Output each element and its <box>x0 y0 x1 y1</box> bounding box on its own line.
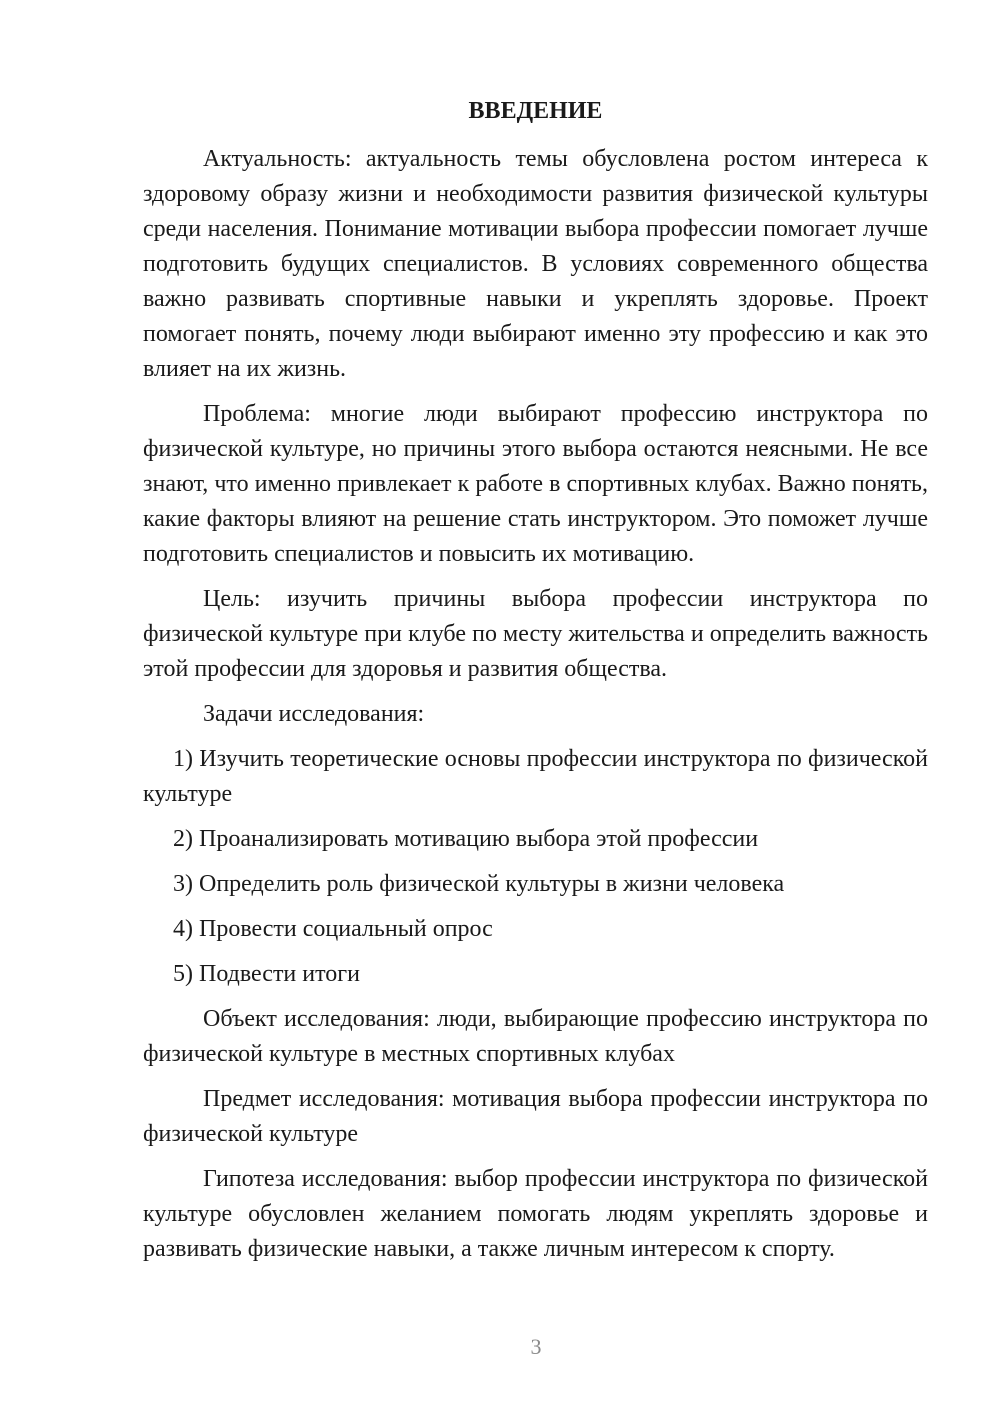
subject-paragraph: Предмет исследования: мотивация выбора профессии инструктора по физической культуре <box>143 1086 928 1147</box>
object-paragraph: Объект исследования: люди, выбирающие профессию инструктора по физической культуре в местных спортивных клубах <box>143 1006 928 1067</box>
list-item: 4) Провести социальный опрос <box>173 916 493 942</box>
list-item: 1) Изучить теоретические основы профессии инструктора по физической культуре <box>143 746 928 807</box>
relevance-paragraph: Актуальность: актуальность темы обусловлена ростом интереса к здоровому образу жизни и необходимости развития физической культуры среди населения. Понимание мотивации выбора профессии помогает лучше подготовить будущих специалистов. В условиях современного общества важно развивать спортивные навыки и укреплять здоровье. Проект помогает понять, почему люди выбирают именно эту профессию и как это влияет на их жизнь. <box>143 146 928 382</box>
goal-paragraph: Цель: изучить причины выбора профессии инструктора по физической культуре при клубе по месту жительства и определить важность этой профессии для здоровья и развития общества. <box>143 586 928 682</box>
page-heading: ВВЕДЕНИЕ <box>468 98 603 124</box>
tasks-title: Задачи исследования: <box>203 701 425 727</box>
list-item: 5) Подвести итоги <box>173 961 360 987</box>
problem-paragraph: Проблема: многие люди выбирают профессию инструктора по физической культуре, но причины этого выбора остаются неясными. Не все знают, что именно привлекает к работе в спортивных клубах. Важно понять, какие факторы влияют на решение стать инструктором. Это поможет лучше подготовить специалистов и повысить их мотивацию. <box>143 401 928 567</box>
page-number: 3 <box>530 1334 542 1359</box>
list-item: 3) Определить роль физической культуры в жизни человека <box>173 871 785 897</box>
hypothesis-paragraph: Гипотеза исследования: выбор профессии инструктора по физической культуре обусловлен желанием помогать людям укреплять здоровье и развивать физические навыки, а также личным интересом к спорту. <box>143 1166 928 1262</box>
tasks-list <box>143 742 928 992</box>
document-body <box>143 142 928 1277</box>
list-item: 2) Проанализировать мотивацию выбора этой профессии <box>173 826 759 852</box>
